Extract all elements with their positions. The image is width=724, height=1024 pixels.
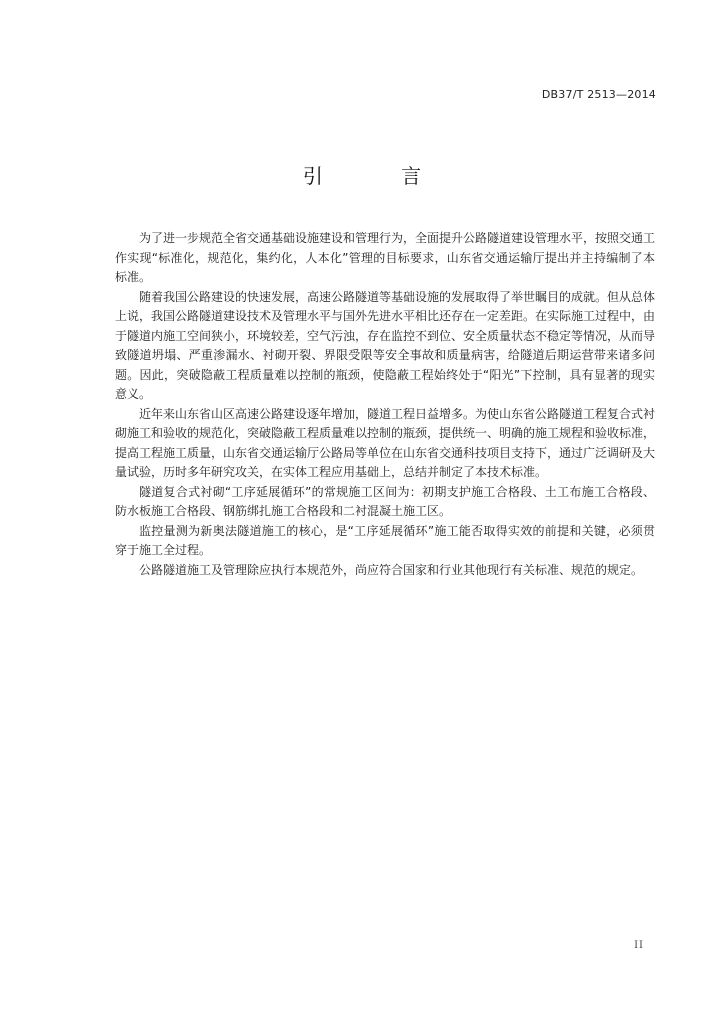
paragraph-5: 监控量测为新奥法隧道施工的核心，是“工序延展循环”施工能否取得实效的前提和关键，必须贯穿于施工全过程。 <box>115 523 655 557</box>
paragraph-2: 随着我国公路建设的快速发展，高速公路隧道等基础设施的发展取得了举世瞩目的成就。但从总体上说，我国公路隧道建设技术及管理水平与国外先进水平相比还存在一定差距。在实际施工过程中，由于隧道内施工空间狭小，环境较差，空气污浊，存在监控不到位、安全质量状态不稳定等情况，从而导致隧道坍塌、严重渗漏水、衬砌开裂、界限受限等安全事故和质量病害，给隧道后期运营带来诸多问题。因此，突破隐蔽工程质量难以控制的瓶颈，使隐蔽工程始终处于“阳光”下控制，具有显著的现实意义。 <box>115 289 656 401</box>
paragraph-1: 为了进一步规范全省交通基础设施建设和管理行为，全面提升公路隧道建设管理水平，按照交通工作实现“标准化，规范化，集约化，人本化”管理的目标要求，山东省交通运输厅提出并主持编制了本标准。 <box>115 231 656 284</box>
paragraph-6: 公路隧道施工及管理除应执行本规范外，尚应符合国家和行业其他现行有关标准、规范的规定。 <box>139 562 644 577</box>
page-number: II <box>634 940 644 951</box>
introduction-body <box>115 229 655 580</box>
paragraph-4: 隧道复合式衬砌“工序延展循环”的常规施工区间为：初期支护施工合格段、土工布施工合格段、防水板施工合格段、钢筋绑扎施工合格段和二衬混凝土施工区。 <box>115 484 655 518</box>
page-title: 引 言 <box>302 164 458 188</box>
paragraph-3: 近年来山东省山区高速公路建设逐年增加，隧道工程日益增多。为使山东省公路隧道工程复合式衬砌施工和验收的规范化，突破隐蔽工程质量难以控制的瓶颈，提供统一、明确的施工规程和验收标准，提高工程施工质量，山东省交通运输厅公路局等单位在山东省交通科技项目支持下，通过广泛调研及大量试验，历时多年研究攻关，在实体工程应用基础上，总结并制定了本技术标准。 <box>115 406 656 479</box>
standard-number: DB37/T 2513—2014 <box>541 88 656 101</box>
